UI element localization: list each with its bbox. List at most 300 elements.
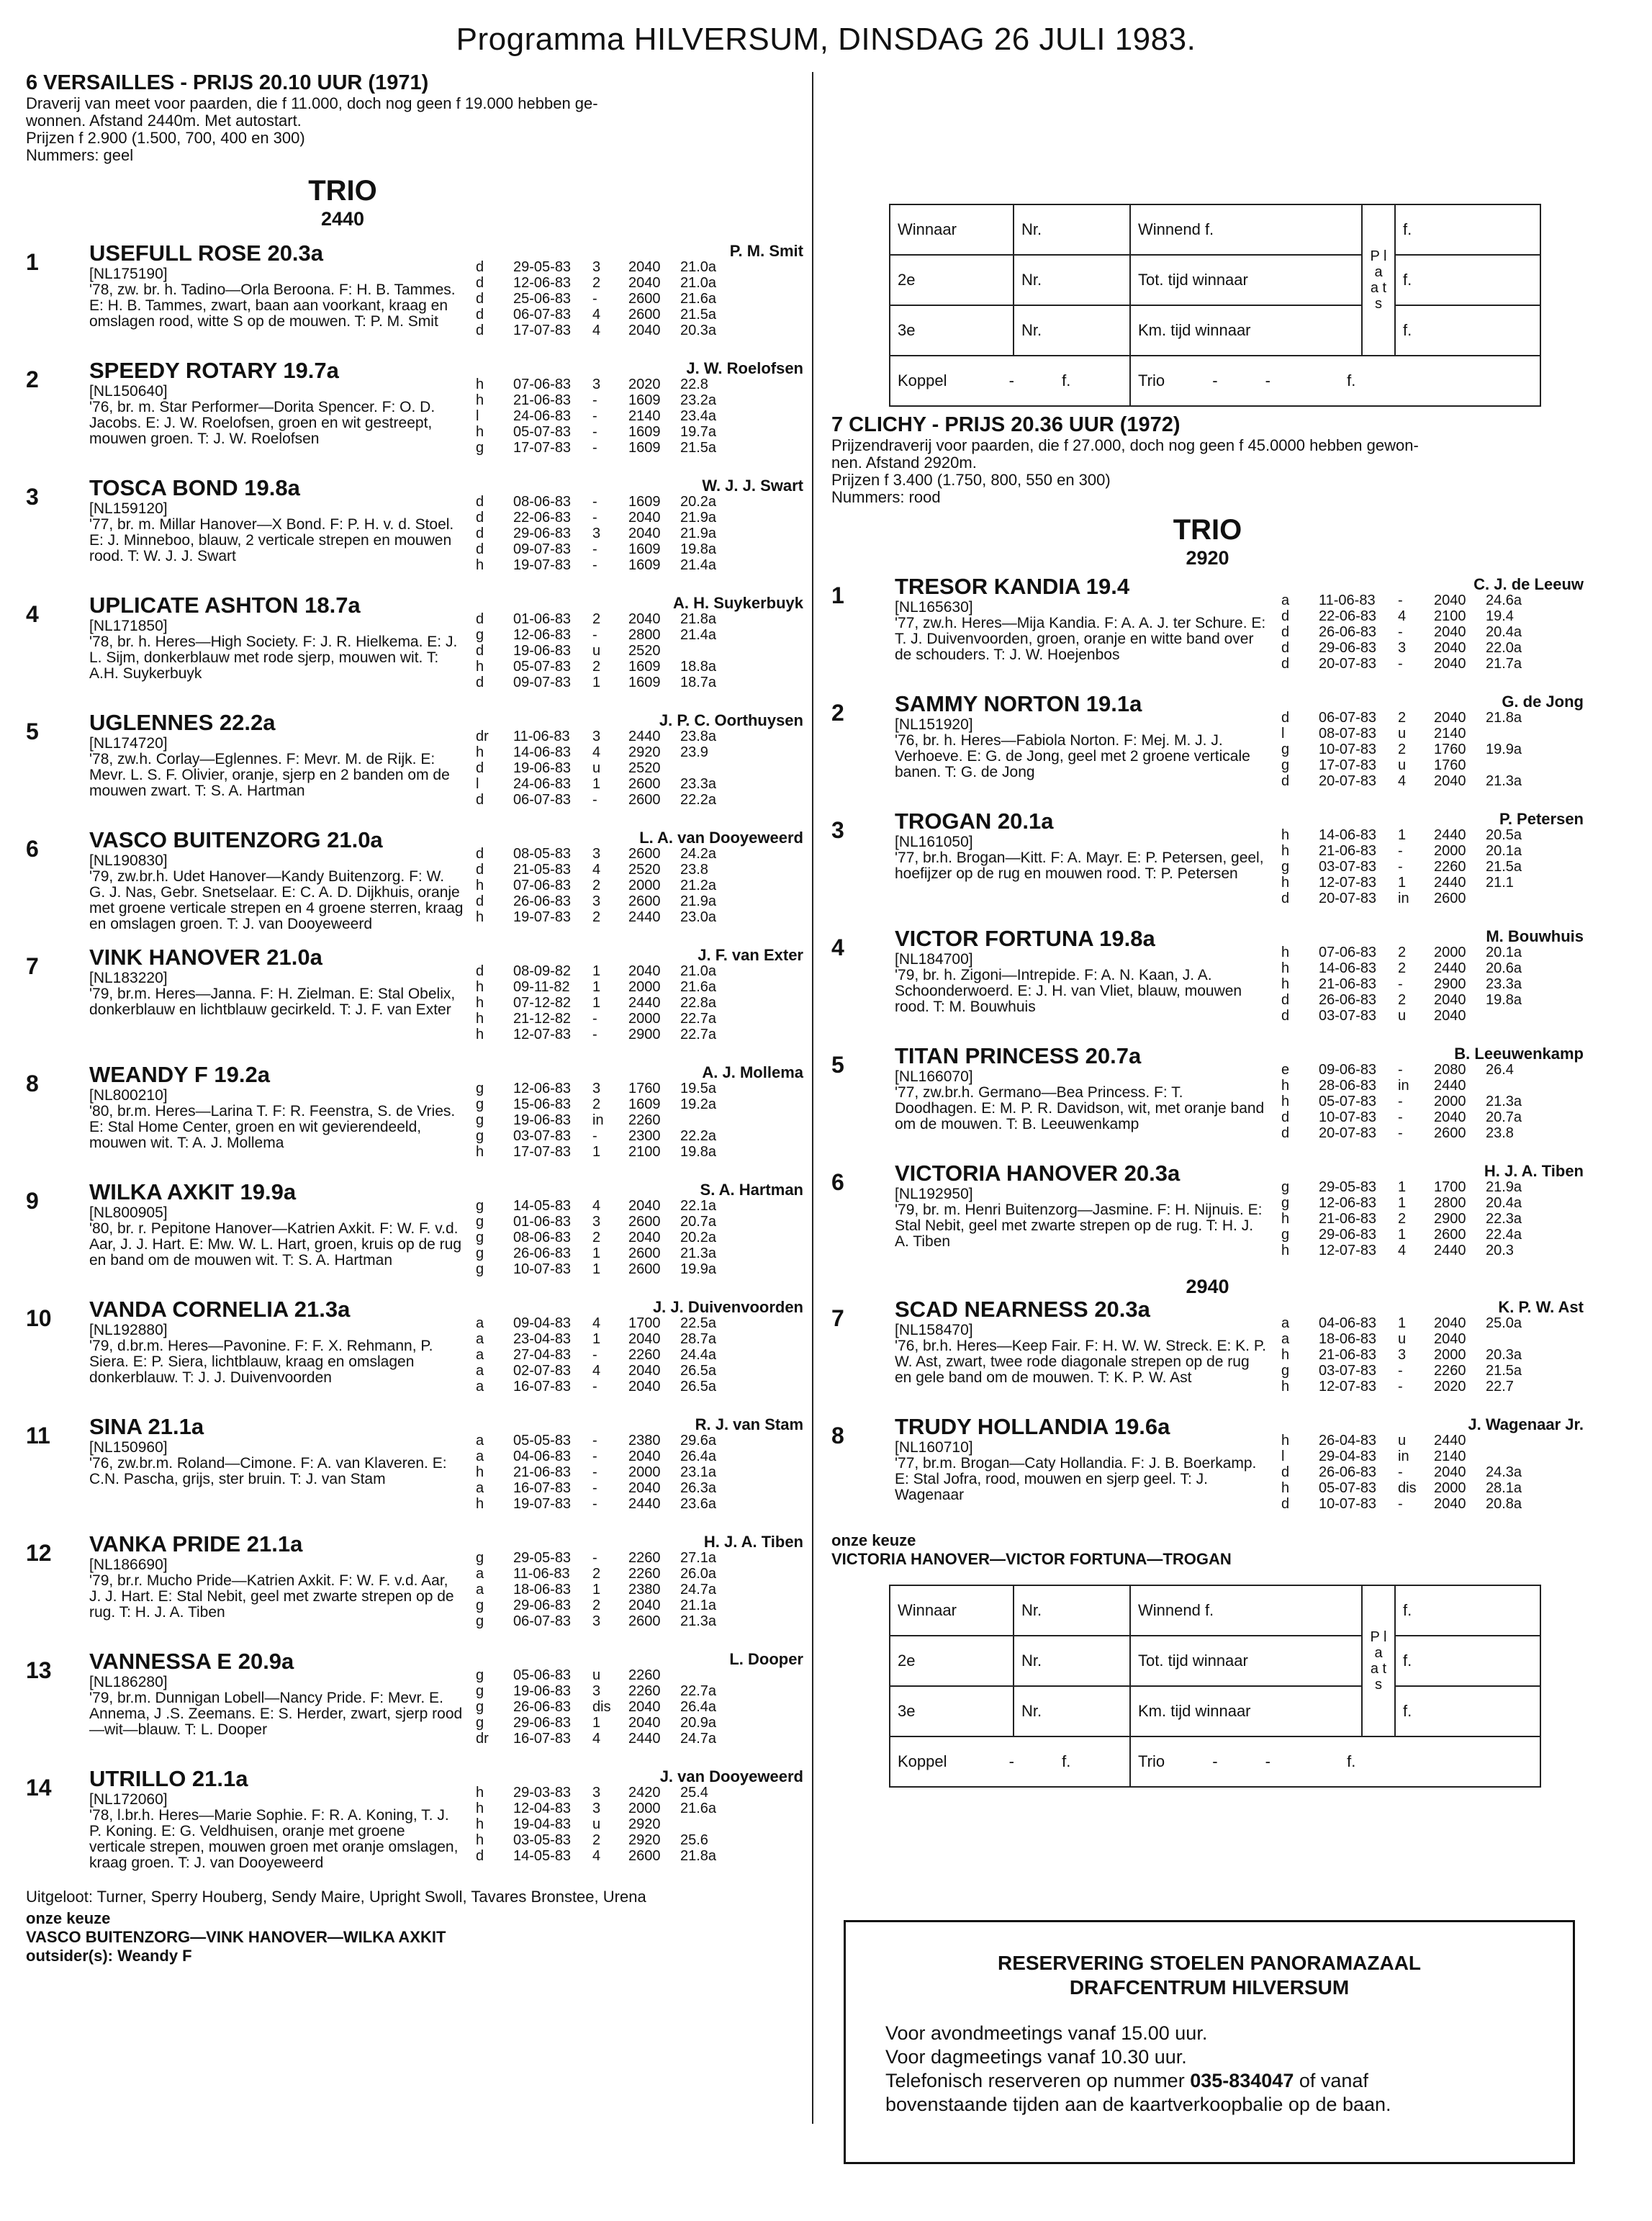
result-row	[1281, 593, 1543, 608]
result-cell: -	[592, 792, 597, 808]
result-cell: 2440	[1434, 1433, 1466, 1449]
result-row	[476, 1144, 738, 1160]
result-cell: 23.8	[1486, 1125, 1514, 1141]
tote-2e-label: 2e	[890, 1636, 1014, 1686]
result-cell: h	[476, 392, 484, 408]
driver-name: J. P. C. Oorthuysen	[659, 711, 803, 729]
result-cell: g	[476, 1128, 484, 1144]
horse-entry	[831, 1414, 1584, 1531]
result-row	[476, 1683, 738, 1699]
horse-name: VANNESSA E 20.9a	[89, 1649, 294, 1674]
tote-tot-tijd-label: Tot. tijd winnaar	[1130, 255, 1362, 305]
result-cell: -	[592, 1496, 597, 1512]
result-cell: 09-07-83	[513, 541, 572, 557]
past-results	[476, 494, 738, 573]
result-cell: 2520	[628, 862, 661, 878]
result-cell: 26-06-83	[1319, 624, 1377, 640]
entry-number: 14	[26, 1775, 52, 1801]
result-cell: 23.3a	[1486, 976, 1522, 992]
horse-entry	[26, 475, 803, 593]
result-cell: 26-04-83	[1319, 1433, 1377, 1449]
result-cell: 2	[1398, 960, 1407, 976]
result-cell: 2040	[1434, 640, 1466, 656]
horse-description: '79, br.r. Mucho Pride—Katrien Axkit. F: W. F. v.d. Aar, J. J. Hart. E: Stal Nebit, geel met zwarte strepen op de rug. T: H. J. A. Tiben	[89, 1572, 454, 1621]
result-cell: 21-12-82	[513, 1011, 572, 1027]
result-cell: e	[1281, 1062, 1290, 1078]
reservering-phone: 035-834047	[1190, 2070, 1294, 2091]
result-cell: 21.7a	[1486, 656, 1522, 672]
tote-nr-label: Nr.	[1014, 1636, 1130, 1686]
horse-entry	[26, 710, 803, 827]
horse-description: '77, br. m. Millar Hanover—X Bond. F: P. H. v. d. Stoel. E: J. Minneboo, blauw, 2 verticale strepen en mouwen rood. T: W. J. J. Swart	[89, 516, 454, 564]
past-results	[1281, 945, 1543, 1024]
result-row	[476, 440, 738, 456]
result-cell: 27.1a	[680, 1550, 717, 1566]
horse-name: USEFULL ROSE 20.3a	[89, 240, 324, 266]
race-6-entries	[26, 240, 803, 1883]
result-cell: 2300	[628, 1128, 661, 1144]
past-results	[1281, 1062, 1543, 1141]
result-row	[476, 510, 738, 526]
result-cell	[680, 1112, 738, 1128]
result-cell: 2000	[1434, 1094, 1466, 1109]
race-7-distance: 2920	[1186, 547, 1229, 569]
result-cell: 23.3a	[680, 776, 717, 792]
tote-3e-label: 3e	[890, 305, 1014, 356]
registration-number: [NL166070]	[895, 1068, 973, 1085]
result-cell: 2440	[1434, 1243, 1466, 1258]
result-cell: 14-06-83	[1319, 960, 1377, 976]
result-cell: 19.8a	[1486, 992, 1522, 1008]
result-row	[476, 1112, 738, 1128]
result-row	[476, 424, 738, 440]
entry-number: 12	[26, 1540, 52, 1566]
result-cell: 26-06-83	[513, 893, 572, 909]
result-cell: 2380	[628, 1433, 661, 1449]
result-cell: 2800	[628, 627, 661, 643]
result-cell: u	[1398, 757, 1407, 773]
result-cell: 1	[592, 675, 601, 690]
entry-number: 8	[26, 1071, 39, 1096]
tote-trio-label: Trio	[1138, 371, 1165, 389]
result-cell: 21.6a	[680, 291, 717, 307]
horse-entry	[26, 1649, 803, 1766]
result-row	[476, 1245, 738, 1261]
result-cell: 2140	[628, 408, 661, 424]
result-cell: 23.8	[680, 862, 708, 878]
result-cell: 11-06-83	[1319, 593, 1376, 608]
result-cell: 4	[592, 1848, 601, 1864]
result-cell: 20.2a	[680, 1230, 717, 1245]
result-row	[476, 1331, 738, 1347]
driver-name: J. van Dooyeweerd	[659, 1767, 803, 1785]
horse-description: '78, l.br.h. Heres—Marie Sophie. F: R. A. Koning, T. J. P. Koning. E: G. Veldhuisen, oranje met groene verticale strepen, mouwen groen met oranje omslagen, kraag groen. T: J. van Dooyeweerd	[89, 1807, 459, 1871]
result-cell: 2040	[628, 1699, 661, 1715]
result-cell: d	[476, 760, 484, 776]
result-cell: u	[1398, 1331, 1407, 1347]
result-row	[476, 1379, 738, 1395]
past-results	[1281, 1179, 1543, 1258]
result-cell: 26.5a	[680, 1363, 717, 1379]
result-cell: 2100	[1434, 608, 1466, 624]
result-cell: 18.8a	[680, 659, 717, 675]
result-cell: 05-07-83	[513, 424, 572, 440]
result-cell: 1	[1398, 827, 1407, 843]
result-cell	[680, 643, 738, 659]
result-cell: 29.6a	[680, 1433, 717, 1449]
horse-entry	[831, 691, 1584, 808]
tote-form-1	[889, 204, 1584, 407]
result-cell: 2260	[1434, 859, 1466, 875]
tote-nr-label: Nr.	[1014, 204, 1130, 255]
result-cell: 07-06-83	[1319, 945, 1377, 960]
result-cell: 12-04-83	[513, 1801, 572, 1816]
result-cell: 20.1a	[1486, 843, 1522, 859]
result-cell: 21.4a	[680, 557, 717, 573]
result-row	[476, 1315, 738, 1331]
driver-name: M. Bouwhuis	[1486, 927, 1584, 945]
tote-table	[889, 1585, 1541, 1788]
result-row	[476, 392, 738, 408]
result-cell: 2	[592, 659, 601, 675]
result-row	[476, 408, 738, 424]
result-cell: h	[476, 557, 484, 573]
driver-name: L. Dooper	[729, 1650, 803, 1668]
result-cell: 19.9a	[680, 1261, 717, 1277]
result-cell: 2600	[1434, 1227, 1466, 1243]
result-cell: d	[476, 611, 484, 627]
result-cell: h	[476, 1464, 484, 1480]
horse-name: UGLENNES 22.2a	[89, 710, 276, 735]
result-row	[476, 1027, 738, 1042]
race-6-desc-line: Prijzen f 2.900 (1.500, 700, 400 en 300)	[26, 129, 305, 147]
result-cell: 05-06-83	[513, 1667, 572, 1683]
result-cell: 26-06-83	[1319, 1464, 1377, 1480]
result-cell: 06-07-83	[513, 307, 572, 323]
result-cell: 2600	[628, 792, 661, 808]
result-cell: 2440	[628, 995, 661, 1011]
result-cell: 2020	[1434, 1379, 1466, 1395]
registration-number: [NL800210]	[89, 1087, 168, 1104]
result-cell: h	[476, 1785, 484, 1801]
result-cell: 2040	[628, 1715, 661, 1731]
result-cell: 21.5a	[680, 307, 717, 323]
past-results	[1281, 827, 1543, 906]
result-cell: 26.4a	[680, 1449, 717, 1464]
result-cell: 18-06-83	[513, 1582, 572, 1598]
driver-name: K. P. W. Ast	[1498, 1298, 1584, 1316]
result-cell: 10-07-83	[1319, 1109, 1377, 1125]
result-row	[1281, 1464, 1543, 1480]
result-cell: 20-07-83	[1319, 891, 1377, 906]
result-cell: 2040	[628, 526, 661, 541]
result-row	[476, 995, 738, 1011]
tote-dash: -	[1008, 1752, 1014, 1770]
result-row	[476, 1566, 738, 1582]
horse-name: VASCO BUITENZORG 21.0a	[89, 827, 383, 852]
race-6-header: 6 VERSAILLES - PRIJS 20.10 UUR (1971)	[26, 71, 429, 94]
result-cell: 2020	[628, 377, 661, 392]
result-cell: 2040	[628, 1198, 661, 1214]
result-cell: d	[476, 275, 484, 291]
result-cell: 2	[1398, 945, 1407, 960]
result-cell: 1	[592, 963, 601, 979]
result-cell: -	[1398, 859, 1403, 875]
driver-name: A. J. Mollema	[702, 1063, 803, 1081]
driver-name: H. J. A. Tiben	[703, 1533, 803, 1551]
result-cell	[1486, 1008, 1543, 1024]
result-cell: 25.4	[680, 1785, 708, 1801]
result-cell: 2040	[628, 259, 661, 275]
result-cell: 21.1	[1486, 875, 1514, 891]
result-cell: u	[1398, 726, 1407, 742]
result-cell: h	[476, 659, 484, 675]
result-cell: d	[1281, 656, 1290, 672]
result-cell: -	[592, 424, 597, 440]
result-row	[476, 1347, 738, 1363]
result-cell: 2	[592, 1230, 601, 1245]
result-cell: 28-06-83	[1319, 1078, 1377, 1094]
result-row	[1281, 891, 1543, 906]
result-cell: g	[476, 1214, 484, 1230]
past-results	[476, 1433, 738, 1512]
result-cell: 1700	[1434, 1179, 1466, 1195]
result-row	[1281, 742, 1543, 757]
result-cell: 22.7a	[680, 1683, 717, 1699]
entry-number: 9	[26, 1188, 39, 1214]
result-cell: dr	[476, 729, 489, 744]
horse-name: TOSCA BOND 19.8a	[89, 475, 300, 500]
horse-description: '77, br.m. Brogan—Caty Hollandia. F: J. B. Boerkamp. E: Stal Jofra, rood, mouwen en sjerp geel. T: J. Wagenaar	[895, 1455, 1257, 1503]
race-6-desc-line: Draverij van meet voor paarden, die f 11.000, doch nog geen f 19.000 hebben ge-	[26, 94, 598, 112]
result-cell: 1609	[628, 494, 661, 510]
result-cell: 22.4a	[1486, 1227, 1522, 1243]
result-cell: h	[1281, 1243, 1290, 1258]
result-cell: g	[1281, 1195, 1290, 1211]
result-row	[1281, 1109, 1543, 1125]
result-row	[476, 893, 738, 909]
result-cell: 1760	[628, 1081, 661, 1096]
race-6-desc-line: Nummers: geel	[26, 146, 134, 164]
result-row	[1281, 640, 1543, 656]
registration-number: [NL159120]	[89, 500, 168, 517]
result-cell: 2000	[628, 979, 661, 995]
result-cell: 21.3a	[680, 1245, 717, 1261]
result-cell: 25.6	[680, 1832, 708, 1848]
result-row	[476, 1480, 738, 1496]
past-results	[476, 1198, 738, 1277]
past-results	[476, 1667, 738, 1747]
horse-description: '79, br. h. Zigoni—Intrepide. F: A. N. Kaan, J. A. Schoonderwoerd. E: J. H. van Vliet, blauw, mouwen rood. T: M. Bouwhuis	[895, 967, 1242, 1015]
result-cell: h	[476, 1832, 484, 1848]
result-cell: 1	[1398, 875, 1407, 891]
entry-number: 3	[26, 484, 39, 510]
result-cell: dis	[1398, 1480, 1417, 1496]
result-cell: 2260	[628, 1566, 661, 1582]
result-row	[476, 1496, 738, 1512]
result-row	[476, 1214, 738, 1230]
result-row	[1281, 976, 1543, 992]
result-cell	[680, 1667, 738, 1683]
result-row	[1281, 1363, 1543, 1379]
result-cell: a	[476, 1315, 484, 1331]
result-row	[476, 1230, 738, 1245]
result-cell: d	[1281, 891, 1290, 906]
result-cell: 2040	[628, 1449, 661, 1464]
driver-name: R. J. van Stam	[695, 1415, 803, 1433]
result-cell: 22.7	[1486, 1379, 1514, 1395]
result-cell: d	[1281, 1125, 1290, 1141]
result-cell: 21.3a	[1486, 773, 1522, 789]
horse-entry	[26, 1179, 803, 1297]
result-cell: d	[476, 510, 484, 526]
result-cell: 24.7a	[680, 1731, 717, 1747]
result-cell: 09-04-83	[513, 1315, 572, 1331]
result-row	[1281, 945, 1543, 960]
result-row	[1281, 608, 1543, 624]
result-row	[1281, 710, 1543, 726]
result-cell: a	[476, 1363, 484, 1379]
tote-winnaar-label: Winnaar	[890, 204, 1014, 255]
registration-number: [NL174720]	[89, 735, 168, 752]
result-cell: -	[1398, 1094, 1403, 1109]
horse-name: SPEEDY ROTARY 19.7a	[89, 358, 339, 383]
result-row	[476, 259, 738, 275]
result-cell: -	[592, 1128, 597, 1144]
tote-nr-label: Nr.	[1014, 1585, 1130, 1636]
result-cell: h	[476, 1144, 484, 1160]
result-row	[476, 792, 738, 808]
horse-description: '77, zw.br.h. Germano—Bea Princess. F: T. Doodhagen. E: M. P. R. Davidson, wit, met oranje band om de mouwen. T: B. Leeuwenkamp	[895, 1084, 1265, 1132]
result-cell: 19.7a	[680, 424, 717, 440]
tote-trio-label: Trio	[1138, 1752, 1165, 1770]
result-cell: u	[592, 760, 601, 776]
result-cell: -	[592, 557, 597, 573]
entry-number: 8	[831, 1423, 844, 1449]
result-cell: 26.0a	[680, 1566, 717, 1582]
result-cell: 12-07-83	[1319, 875, 1377, 891]
result-row	[1281, 624, 1543, 640]
result-cell: g	[476, 1598, 484, 1613]
result-cell: 1	[592, 1582, 601, 1598]
result-cell: 2260	[628, 1667, 661, 1683]
horse-entry	[26, 945, 803, 1062]
result-row	[476, 744, 738, 760]
result-cell: 3	[592, 1613, 601, 1629]
result-row	[476, 1464, 738, 1480]
tote-dash: -	[1212, 1752, 1218, 1770]
result-row	[476, 1731, 738, 1747]
result-cell	[680, 760, 738, 776]
horse-entry	[26, 827, 803, 945]
result-cell: 2040	[628, 1598, 661, 1613]
result-cell: -	[592, 627, 597, 643]
race-7-desc-line: nen. Afstand 2920m.	[831, 454, 977, 472]
tote-trio-cell	[1130, 356, 1540, 406]
result-cell: 18-06-83	[1319, 1331, 1377, 1347]
result-cell: 1	[592, 995, 601, 1011]
tote-dash: -	[1265, 1752, 1270, 1770]
result-cell: -	[592, 1550, 597, 1566]
result-cell: 2440	[1434, 1078, 1466, 1094]
race-6-description	[26, 95, 803, 164]
result-cell: g	[476, 1613, 484, 1629]
result-cell: 23.1a	[680, 1464, 717, 1480]
result-cell: 22.0a	[1486, 640, 1522, 656]
result-cell: 17-07-83	[513, 1144, 572, 1160]
result-cell: 12-07-83	[1319, 1243, 1377, 1258]
entry-number: 6	[26, 836, 39, 862]
result-cell: 2040	[628, 323, 661, 338]
result-cell: g	[476, 1261, 484, 1277]
result-cell: h	[476, 995, 484, 1011]
horse-description: '79, br.m. Dunnigan Lobell—Nancy Pride. F: Mevr. E. Annema, J .S. Zeemans. E: S. Herder, zwart, sjerp rood—wit—blauw. T: L. Dooper	[89, 1690, 463, 1738]
result-cell: 2260	[628, 1683, 661, 1699]
registration-number: [NL161050]	[895, 834, 973, 850]
registration-number: [NL192950]	[895, 1186, 973, 1202]
result-cell: a	[476, 1379, 484, 1395]
result-cell: 21.3a	[1486, 1094, 1522, 1109]
result-cell: 2140	[1434, 1449, 1466, 1464]
tote-winnend-label: Winnend f.	[1130, 1585, 1362, 1636]
result-cell: 19-06-83	[513, 1683, 572, 1699]
result-cell: 3	[592, 846, 601, 862]
result-cell: 20-07-83	[1319, 656, 1377, 672]
result-cell: 4	[592, 1363, 601, 1379]
horse-name: SINA 21.1a	[89, 1414, 204, 1439]
tote-f-label: f.	[1062, 371, 1071, 389]
result-cell: -	[592, 1449, 597, 1464]
result-row	[476, 659, 738, 675]
result-cell: 26.4	[1486, 1062, 1514, 1078]
driver-name: A. H. Suykerbuyk	[673, 594, 803, 612]
result-cell: 20.9a	[680, 1715, 717, 1731]
result-cell: -	[1398, 656, 1403, 672]
result-cell: 19-06-83	[513, 643, 572, 659]
result-cell: 2440	[628, 729, 661, 744]
result-row	[476, 1550, 738, 1566]
result-cell: -	[592, 408, 597, 424]
result-cell: 2600	[628, 893, 661, 909]
result-cell: d	[476, 259, 484, 275]
result-cell: 11-06-83	[513, 729, 570, 744]
result-cell: 23.8a	[680, 729, 717, 744]
race-7-keuze-label: onze keuze	[831, 1531, 916, 1549]
result-cell: d	[1281, 710, 1290, 726]
result-cell: h	[476, 744, 484, 760]
result-cell: -	[592, 510, 597, 526]
horse-name: UTRILLO 21.1a	[89, 1766, 248, 1791]
result-cell: 29-05-83	[513, 259, 572, 275]
race-6-keuze-label: onze keuze	[26, 1909, 111, 1927]
result-cell: h	[1281, 843, 1290, 859]
result-cell: 1	[592, 1715, 601, 1731]
result-cell: 2520	[628, 760, 661, 776]
past-results	[476, 963, 738, 1042]
result-row	[476, 1699, 738, 1715]
result-cell: 4	[1398, 1243, 1407, 1258]
result-cell: d	[1281, 1008, 1290, 1024]
result-cell: 29-06-83	[513, 526, 572, 541]
result-cell: 2040	[1434, 624, 1466, 640]
result-cell: -	[1398, 1496, 1403, 1512]
result-cell: -	[1398, 843, 1403, 859]
tote-trio-cell	[1130, 1736, 1540, 1787]
result-row	[1281, 1243, 1543, 1258]
result-cell: g	[476, 1081, 484, 1096]
result-cell: d	[476, 846, 484, 862]
result-cell: 2	[592, 1598, 601, 1613]
